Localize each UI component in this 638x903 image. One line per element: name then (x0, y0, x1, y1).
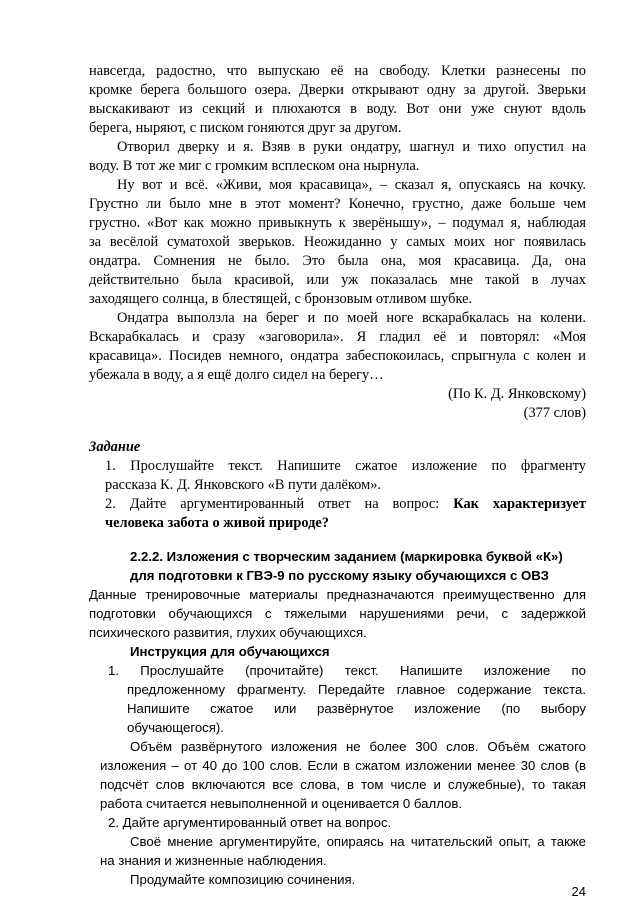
instruction-heading: Инструкция для обучающихся (130, 644, 330, 659)
opinion-line: Своё мнение аргументируйте, опираясь на читательский опыт, а также (130, 834, 586, 849)
section-heading-cont: для подготовки к ГВЭ-9 по русскому языку обучающихся с ОВЗ (130, 568, 549, 583)
volume-line: Объём развёрнутого изложения не более 300 слов. Объём сжатого (130, 739, 586, 754)
volume-line: подсчёт слов включаются все слова, в том числе и служебные), то такая (100, 777, 586, 792)
task-question-cont: человека забота о живой природе? (105, 515, 329, 531)
story-line: берега, ныряют, с писком гоняются друг за другом. (89, 120, 402, 136)
opinion-line: на знания и жизненные наблюдения. (100, 853, 327, 868)
intro-line: Данные тренировочные материалы предназначаются преимущественно для (89, 587, 586, 602)
task-item-1-cont: рассказа К. Д. Янковского «В пути далёком». (105, 477, 381, 493)
task-item-2 (105, 495, 586, 513)
section-heading: 2.2.2. Изложения с творческим заданием (маркировка буквой «К») (130, 549, 563, 564)
instruction-item-1: 1. Прослушайте (прочитайте) текст. Напишите изложение по (108, 663, 586, 678)
story-line: кромке берега большого озера. Дверки открывают одну за другой. Зверьки (89, 82, 586, 98)
task-item-1: 1. Прослушайте текст. Напишите сжатое изложение по фрагменту (105, 458, 586, 474)
attribution: (По К. Д. Янковскому) (448, 386, 586, 402)
story-line: красавица». Посидев немного, ондатра забеспокоилась, спрыгнула с колен и (89, 348, 586, 364)
volume-line: изложения – от 40 до 100 слов. Если в сжатом изложении менее 30 слов (в (100, 758, 586, 773)
intro-line: психического развития, глухих обучающихся. (89, 625, 367, 640)
story-line: Вскарабкалась и сразу «заговорила». Я гладил её и повторял: «Моя (89, 329, 586, 345)
instruction-item-1-cont: Напишите сжатое или развёрнутое изложение (по выбору (127, 701, 586, 716)
page-number: 24 (571, 884, 586, 899)
story-line: за весёлой суматохой зверьков. Неожиданно у самых моих ног появилась (89, 234, 586, 250)
instruction-item-1-cont: предложенному фрагменту. Передайте главное содержание текста. (127, 682, 586, 697)
word-count: (377 слов) (523, 405, 586, 421)
story-line: воду. В тот же миг с громким всплеском она нырнула. (89, 158, 420, 174)
story-line: Ну вот и всё. «Живи, моя красавица», – сказал я, опускаясь на кочку. (117, 177, 586, 193)
task-item-2-text: 2. Дайте аргументированный ответ на вопрос: (105, 496, 454, 512)
intro-line: подготовки обучающихся с тяжелыми нарушениями речи, с задержкой (89, 606, 586, 621)
volume-line: работа считается невыполненной и оценивается 0 баллов. (100, 796, 463, 811)
compose-line: Продумайте композицию сочинения. (130, 872, 356, 887)
task-question: Как характеризует (453, 496, 586, 512)
story-line: Ондатра выползла на берег и по моей ноге вскарабкалась на колени. (117, 310, 586, 326)
story-line: убежала в воду, а я ещё долго сидел на берегу… (89, 367, 384, 383)
story-line: Отворил дверку и я. Взяв в руки ондатру, шагнул и тихо опустил на (117, 139, 586, 155)
story-line: Грустно ли было мне в этот момент? Конечно, грустно, даже больше чем (89, 196, 586, 212)
story-line: заходящего солнца, в блестящей, с бронзовым отливом шубке. (89, 291, 473, 307)
story-line: ондатра. Сомнения не было. Это была она, моя красавица. Да, она (89, 253, 586, 269)
story-line: выскакивают из секций и плюхаются в воду. Вот они уже снуют вдоль (89, 101, 586, 117)
instruction-item-1-cont: обучающегося). (127, 720, 224, 735)
instruction-item-2: 2. Дайте аргументированный ответ на вопрос. (108, 815, 392, 830)
task-heading: Задание (89, 439, 141, 455)
story-line: грустно. «Вот как можно привыкнуть к зверёнышу», – подумал я, наблюдая (89, 215, 586, 231)
story-line: навсегда, радостно, что выпускаю её на свободу. Клетки разнесены по (89, 63, 586, 79)
story-line: действительно была красивой, или уж показалась мне такой в лучах (89, 272, 586, 288)
